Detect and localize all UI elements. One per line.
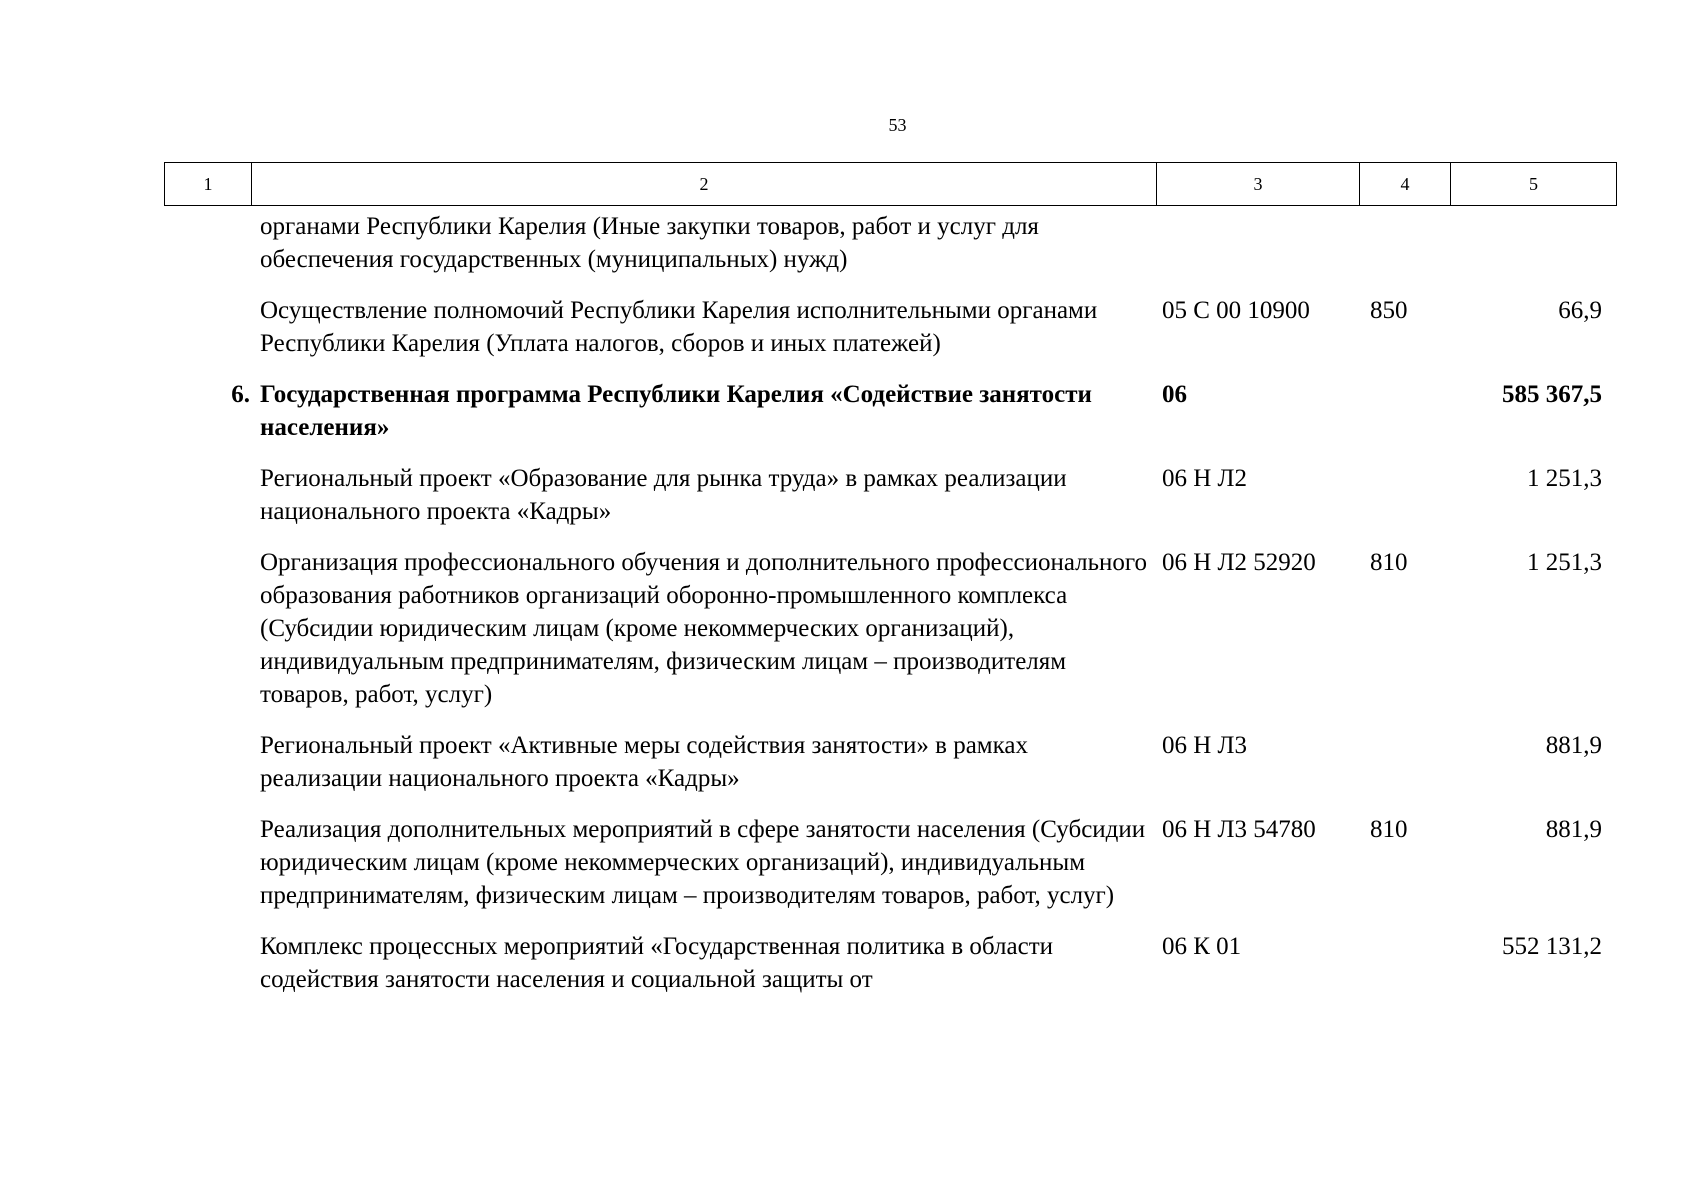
row-target-code: 06 Н Л2 xyxy=(1162,465,1248,492)
row-amount xyxy=(1446,210,1611,294)
row-amount: 881,9 xyxy=(1545,732,1602,759)
table-row xyxy=(164,378,1611,462)
row-description: Государственная программа Республики Карелия «Содействие занятости населения» xyxy=(260,381,1092,441)
row-amount: 1 251,3 xyxy=(1527,549,1602,576)
row-expense-type xyxy=(1356,729,1446,813)
row-expense-type xyxy=(1356,930,1446,1014)
row-target-code: 06 Н Л3 54780 xyxy=(1162,816,1316,843)
row-number xyxy=(164,546,250,729)
row-number xyxy=(164,462,250,546)
row-number xyxy=(164,210,250,294)
table-row xyxy=(164,462,1611,546)
row-amount: 881,9 xyxy=(1545,816,1602,843)
table-row xyxy=(164,729,1611,813)
row-number xyxy=(164,729,250,813)
row-target-code: 06 К 01 xyxy=(1162,933,1242,960)
row-description: органами Республики Карелия (Иные закупки товаров, работ и услуг для обеспечения государственных (муниципальных) нужд) xyxy=(260,213,1039,273)
page-number: 53 xyxy=(888,115,907,135)
row-number xyxy=(164,813,250,930)
table-row xyxy=(164,930,1611,1014)
row-amount: 585 367,5 xyxy=(1502,381,1602,408)
row-description: Реализация дополнительных мероприятий в сфере занятости населения (Субсидии юридическим лицам (кроме некоммерческих организаций), индивидуальным предпринимателям, физическим лицам – производителям товаров, работ, услуг) xyxy=(260,816,1146,909)
column-header-2: 2 xyxy=(252,163,1157,206)
row-expense-type: 810 xyxy=(1370,549,1408,576)
table-row xyxy=(164,210,1611,294)
budget-table xyxy=(164,210,1611,1014)
row-target-code: 05 С 00 10900 xyxy=(1162,297,1310,324)
row-expense-type xyxy=(1356,210,1446,294)
table-row xyxy=(164,546,1611,729)
row-amount: 66,9 xyxy=(1558,297,1602,324)
column-header-row xyxy=(165,163,1617,206)
column-header-4: 4 xyxy=(1360,163,1451,206)
row-target-code: 06 Н Л3 xyxy=(1162,732,1248,759)
row-amount: 552 131,2 xyxy=(1502,933,1602,960)
row-description: Организация профессионального обучения и дополнительного профессионального образования работников организаций оборонно-промышленного комплекса (Субсидии юридическим лицам (кроме некоммерческих организаций), индивидуальным предпринимателям, физическим лицам – производителям товаров, работ, услуг) xyxy=(260,549,1148,708)
row-amount: 1 251,3 xyxy=(1527,465,1602,492)
row-expense-type: 850 xyxy=(1370,297,1408,324)
column-header-1: 1 xyxy=(165,163,252,206)
column-header-table xyxy=(164,162,1617,206)
row-target-code xyxy=(1154,210,1356,294)
budget-table-body xyxy=(164,210,1611,1014)
row-target-code: 06 xyxy=(1162,381,1187,408)
row-number: 6. xyxy=(231,381,250,408)
row-expense-type xyxy=(1356,462,1446,546)
row-expense-type xyxy=(1356,378,1446,462)
row-expense-type: 810 xyxy=(1370,816,1408,843)
table-row xyxy=(164,813,1611,930)
row-description: Осуществление полномочий Республики Карелия исполнительными органами Республики Карелия (Уплата налогов, сборов и иных платежей) xyxy=(260,297,1098,357)
table-row xyxy=(164,294,1611,378)
column-header-5: 5 xyxy=(1451,163,1617,206)
row-target-code: 06 Н Л2 52920 xyxy=(1162,549,1316,576)
row-description: Комплекс процессных мероприятий «Государственная политика в области содействия занятости населения и социальной защиты от xyxy=(260,933,1054,993)
column-header-3: 3 xyxy=(1157,163,1360,206)
row-description: Региональный проект «Активные меры содействия занятости» в рамках реализации национального проекта «Кадры» xyxy=(260,732,1028,792)
row-number xyxy=(164,930,250,1014)
row-description: Региональный проект «Образование для рынка труда» в рамках реализации национального проекта «Кадры» xyxy=(260,465,1067,525)
row-number xyxy=(164,294,250,378)
